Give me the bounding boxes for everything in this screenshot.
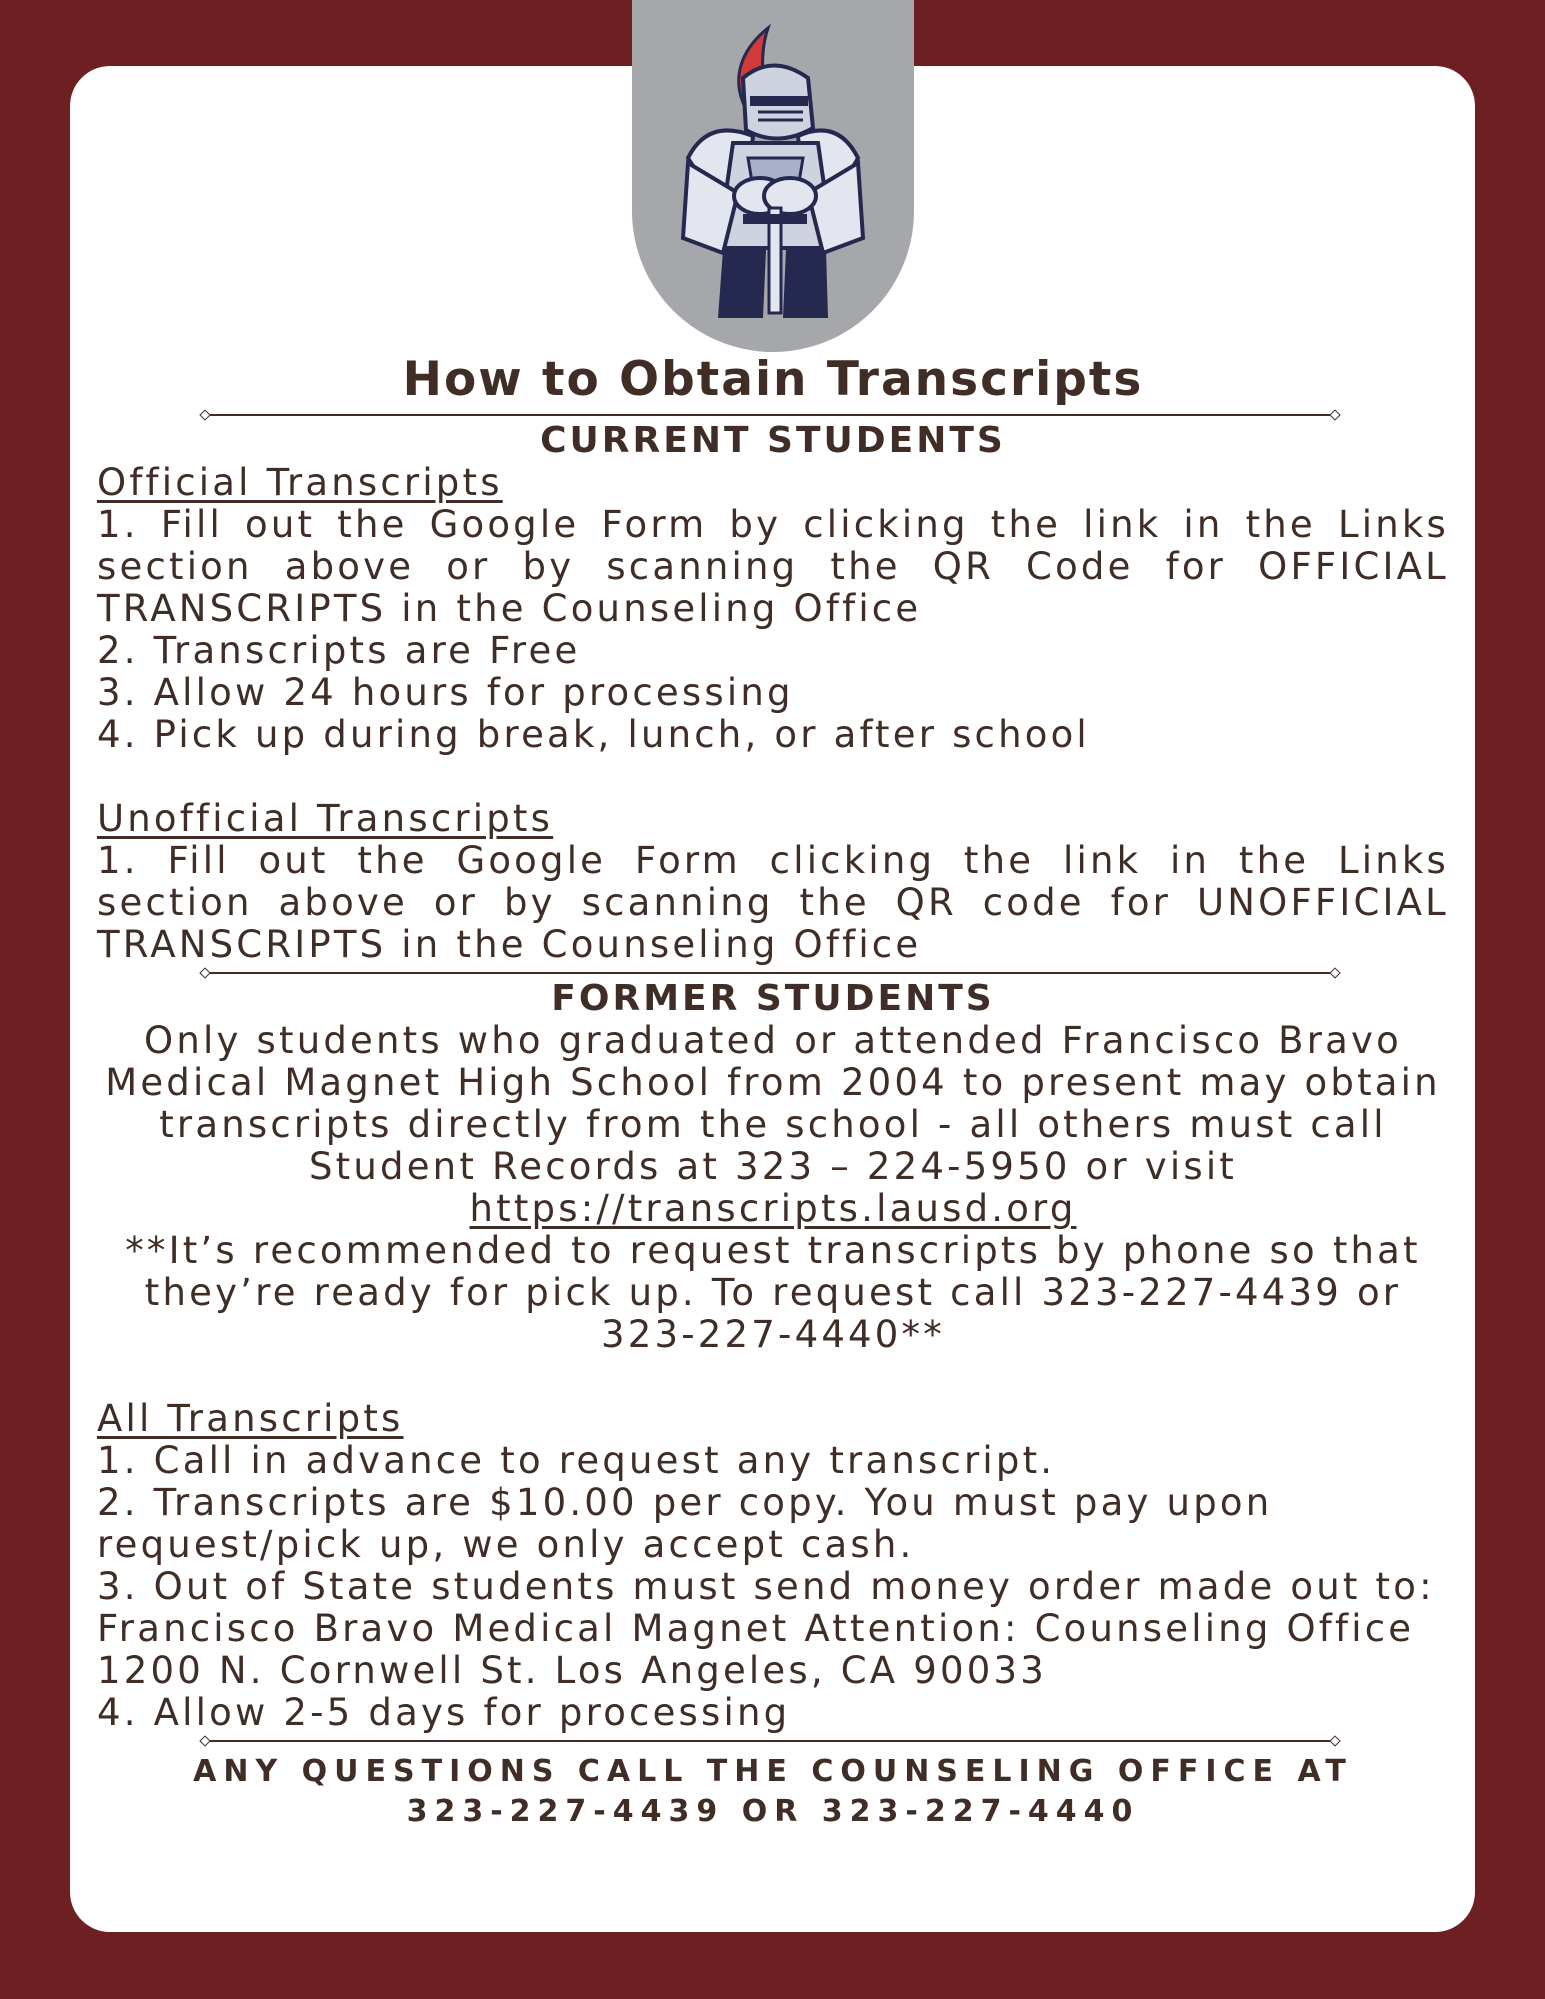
flyer-content	[97, 352, 1449, 1832]
current-students-heading: CURRENT STUDENTS	[540, 420, 1006, 461]
mailing-address-line-1: Francisco Bravo Medical Magnet Attention: Counseling Office	[97, 1607, 1415, 1650]
official-step-3: 3. Allow 24 hours for processing	[97, 671, 794, 714]
former-students-paragraph: Only students who graduated or attended Francisco Bravo Medical Magnet High School from 2004 to present may obtain transcripts directly from the school - all others must call Student Records at 323 – 224-5950 or visit	[105, 1019, 1441, 1188]
all-transcripts-label: All Transcripts	[97, 1397, 404, 1440]
spacer	[97, 1356, 1449, 1398]
phone-request-note: **It’s recommended to request transcripts by phone so that they’re ready for pick up. To request call 323-227-4439 or 323-227-4440**	[125, 1229, 1421, 1356]
official-step-4: 4. Pick up during break, lunch, or after school	[97, 713, 1090, 756]
divider	[205, 414, 1335, 416]
page-title: How to Obtain Transcripts	[402, 352, 1144, 407]
divider	[205, 972, 1335, 974]
unofficial-step-1: 1. Fill out the Google Form clicking the link in the Links section above or by scanning the QR code for UNOFFICIAL TRANSCRIPTS in the Counseling Office	[97, 839, 1449, 966]
footer-line-2: 323-227-4439 OR 323-227-4440	[406, 1794, 1140, 1829]
official-step-2: 2. Transcripts are Free	[97, 629, 581, 672]
footer-line-1: ANY QUESTIONS CALL THE COUNSELING OFFICE AT	[193, 1754, 1353, 1789]
all-step-4: 4. Allow 2-5 days for processing	[97, 1691, 791, 1734]
official-step-1: 1. Fill out the Google Form by clicking the link in the Links section above or by scanning the QR Code for OFFICIAL TRANSCRIPTS in the Counseling Office	[97, 503, 1449, 630]
knight-mascot-icon	[648, 18, 898, 328]
all-step-1: 1. Call in advance to request any transcript.	[97, 1439, 1056, 1482]
all-step-3: 3. Out of State students must send money order made out to:	[97, 1565, 1435, 1608]
spacer	[97, 756, 1449, 798]
divider	[205, 1740, 1335, 1742]
mailing-address-line-2: 1200 N. Cornwell St. Los Angeles, CA 90033	[97, 1649, 1047, 1692]
all-step-2: 2. Transcripts are $10.00 per copy. You must pay upon request/pick up, we only accept cash.	[97, 1481, 1273, 1566]
official-transcripts-label: Official Transcripts	[97, 461, 503, 504]
mascot-badge	[632, 0, 914, 352]
unofficial-transcripts-label: Unofficial Transcripts	[97, 797, 554, 840]
former-students-heading: FORMER STUDENTS	[551, 978, 995, 1019]
former-students-link-line	[97, 1188, 1449, 1230]
transcripts-link[interactable]: https://transcripts.lausd.org	[469, 1187, 1077, 1230]
